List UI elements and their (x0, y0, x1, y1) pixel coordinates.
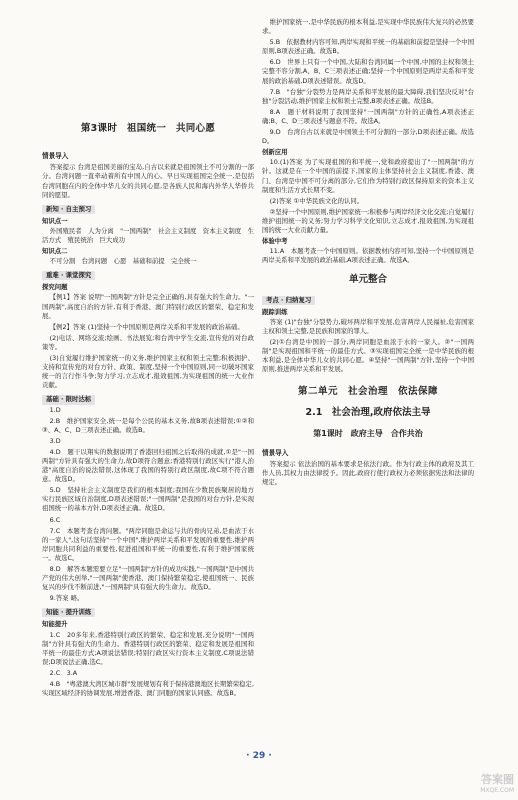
answer-paragraph: 6.D 世界上只有一个中国,大陆和台湾同属一个中国,中国的主权和领土完整不容分割,A、B、C三项表述正确;坚持一个中国原则是两岸关系和平发展的政治基础,D项表述错误。故选D。 (262, 58, 474, 85)
answer-paragraph: 9.D 台湾自古以来就是中国领土不可分割的一部分,D项表述正确。故选D。 (262, 128, 474, 146)
answer-paragraph: 【例2】答案 (1)坚持一个中国原则是两岸关系和平发展的政治基础。 (49, 322, 244, 331)
answer-paragraph: 3.D (49, 436, 61, 445)
subheading: 知能提升 (42, 620, 68, 629)
answer-paragraph: 【例1】答案 说明"一国两制"方针是完全正确的,具有强大的生命力。"一国两制",高度自治的方针,有利于香港、澳门特别行政区的繁荣、稳定和发展。 (42, 293, 254, 320)
section-tag: 知能 · 提升训练 (42, 608, 95, 617)
answer-paragraph: 1.C 20多年来,香港特别行政区的繁荣、稳定和发展,充分说明"一国两制"方针具有强大的生命力。香港特别行政区的繁荣、稳定和发展是祖国和平统一的最佳方式;A项说法错误;特别行政区实行资本主义制度,C项说法错误;D项说法正确,选C。 (42, 630, 254, 666)
answer-paragraph: (2)答案 ①中华民族文化的认同。 (269, 196, 364, 205)
answer-paragraph: 答案 (1)"台独"分裂势力,破坏两岸和平发展,危害两岸人民福祉,危害国家主权和领土完整,是民族和国家的罪人。 (262, 318, 474, 336)
answer-paragraph: 2.C 3.A (49, 668, 78, 677)
answer-paragraph: 答案提示 台湾是祖国美丽的宝岛,自古以来就是祖国领土不可分割的一部分。台湾问题一直牵动着所有中国人的心。早日实现祖国完全统一,是包括台湾同胞在内的全体中华儿女的共同心愿,是各族人民和海内外华人华侨共同的愿望。 (42, 163, 254, 199)
answer-paragraph: 外国殖民者 人为分离 "一国两制" 社会主义制度 资本主义制度 生活方式 殖民统治 巨大成功 (42, 226, 254, 245)
answer-paragraph: 5.D 坚持社会主义制度是我们的根本制度;我国在少数民族聚居的地方实行民族区域自治制度,D项表述错误;"一国两制"是我国的对台方针,是实现祖国统一的基本方针,D项表述正确。故选D。 (42, 486, 254, 513)
subheading: 探究问题 (42, 283, 68, 292)
left-column (42, 148, 254, 700)
answer-paragraph: 6.C (49, 515, 61, 524)
section-heading: 情景导入 (262, 448, 289, 457)
answer-paragraph: (3)自觉履行维护国家统一的义务,维护国家主权和领土完整;积极拥护、支持和宣传党的对台方针、政策、制度,坚持一个中国原则,同一切破坏国家统一的言行作斗争;努力学习,立志成才,报效祖国,为实现祖国的统一大业作贡献。 (42, 354, 254, 390)
subheading: 跟踪训练 (262, 307, 288, 316)
answer-paragraph: 9.答案 略。 (49, 594, 84, 603)
answer-paragraph: 8.D 解答本题需要立足"一国两制"方针的成功实践,"一国两制"是中国共产党的伟大创举,"一国两制"使香港、澳门保持繁荣稳定,使祖国统一、民族复兴的步伐不断前进,"一国两制"具有强大的生命力。故选D。 (42, 565, 254, 592)
right-column (262, 18, 474, 490)
unit-title: 第二单元 社会治理 依法保障 (297, 385, 438, 397)
subheading: 知识点二 (42, 247, 68, 256)
section-tag: 新知 · 自主预习 (42, 205, 95, 214)
answer-paragraph: 4.B "粤港澳大湾区城市群"发展规划有利于保持港澳地区长期繁荣稳定,实现区域经济的协调发展,增进香港、澳门同胞的国家认同感。故选B。 (42, 680, 254, 698)
lesson-title: 第3课时 祖国统一 共同心愿 (80, 123, 216, 134)
answer-paragraph: 7.B "台独"分裂势力是两岸关系和平发展的最大障碍,我们坚决反对"台独"分裂活动,维护国家主权和领土完整,B项表述正确。故选B。 (262, 87, 474, 105)
watermark-logo: 答案圈 MXQE.COM (480, 772, 514, 795)
answer-paragraph: 5.B 依据教材内容可知,两岸实现和平统一的基础和前提是坚持一个中国原则,B项表述正确。故选B。 (262, 38, 474, 56)
unit-summary-title: 单元整合 (348, 274, 387, 286)
subheading: 创新应用 (262, 148, 288, 157)
section-tag: 基础 · 限时达标 (42, 395, 95, 404)
answer-paragraph: 10.(1)答案 为了实现祖国的和平统一,党和政府提出了"一国两制"的方针。这就是在一个中国的前提下,国家的主体坚持社会主义制度,香港、澳门、台湾是中国不可分离的部分,它们作为特别行政区保持原来的资本主义制度和生活方式长期不变。 (262, 158, 474, 194)
answer-paragraph: (2)①台湾是中国的一部分,两岸同胞是血浓于水的一家人。②"一国两制"是实现祖国和平统一的最佳方式。③实现祖国完全统一是中华民族的根本利益,是全体中华儿女的共同心愿。④坚持"一国两制"方针,坚持一个中国原则,推进两岸关系和平发展。 (262, 338, 474, 374)
answer-paragraph: 4.D 题干以翔实的数据说明了香港回归祖国之后取得的成就,①是"一国两制"方针具有强大的生命力,故D项符合题意;香港特别行政区实行"港人治港"高度自治的说法错误,这体现了我国的特别行政区制度,故C项不符合题意。故选D。 (42, 447, 254, 484)
answer-paragraph: (2)电话、网络交流;绘画、书法展览;和台湾中学生交流,宣传党的对台政策等。 (42, 333, 254, 351)
lesson-subtitle: 第1课时 政府主导 合作共治 (313, 428, 423, 438)
answer-paragraph: 8.A 题干材料说明了我国坚持"一国两制"方针的正确性,A项表述正确;B、C、D三项表述与题意不符。故选A。 (262, 107, 474, 125)
subheading: 体验中考 (262, 237, 288, 246)
answer-paragraph: 1.D (49, 405, 61, 414)
answer-paragraph: 11.A 本题考查一个中国原则。依据教材内容可知,坚持一个中国原则是两岸关系和平发展的政治基础,A项表述正确。故选A。 (262, 247, 474, 265)
answer-paragraph: 7.C 本题考查台湾问题。"两岸同胞是命运与共的骨肉兄弟,是血浓于水的一家人",这句话坚持"一个中国",维护两岸关系和平发展的重要性,维护两岸同胞共同利益的重要性,促进祖国和平统一的重要性,有利于维护国家统一。故选C。 (42, 526, 254, 562)
answer-paragraph: 2.B 维护国家安全,统一是每个公民的基本义务,故B项表述错误;①②和③、A、C、D三项表述正确。故选B。 (42, 416, 254, 434)
answer-paragraph: 答案提示 依法治国的基本要求是依法行政。作为行政主体的政府及其工作人员,其权力由法律授予。因此,政府行使行政权力必须依据宪法和法律的规定。 (262, 460, 474, 487)
answer-paragraph: ②坚持一个中国原则,维护国家统一;积极参与两岸经济文化交流;自觉履行维护祖国统一的义务;努力学习科学文化知识,立志成才,报效祖国,为实现祖国的统一大业贡献力量。 (262, 207, 474, 234)
section-tag: 重难 · 课堂探究 (42, 271, 95, 280)
answer-paragraph: 维护国家统一,是中华民族的根本利益,是实现中华民族伟大复兴的必然要求。 (262, 18, 474, 36)
page-number: · 29 · (246, 751, 272, 761)
answer-paragraph: 不可分割 台湾问题 心愿 基础和前提 完全统一 (49, 257, 197, 266)
subheading: 知识点一 (42, 216, 68, 225)
section-heading: 情景导入 (42, 152, 69, 160)
section-tag: 考点 · 归纳复习 (262, 296, 315, 305)
section-title: 2.1 社会治理,政府依法主导 (305, 407, 431, 419)
